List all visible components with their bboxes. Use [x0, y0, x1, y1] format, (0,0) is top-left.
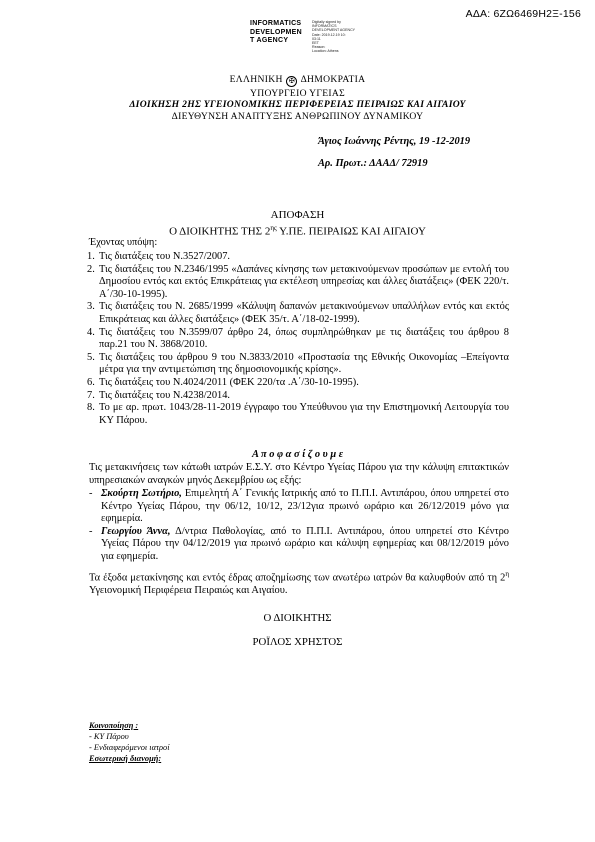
closing-paragraph — [89, 568, 509, 598]
signature-detail-line: 03:11 — [312, 36, 321, 41]
list-item — [89, 327, 509, 352]
list-item-number: 1. — [87, 251, 95, 262]
signature-detail-line: DEVELOPMENT AGENCY — [312, 28, 356, 33]
list-item — [89, 301, 509, 326]
logo-line-3: T AGENCY — [250, 37, 289, 44]
list-item-number: 5. — [87, 351, 95, 363]
list-item-text: Το με αρ. πρωτ. 1043/28-11-2019 έγγραφο του Υπεύθυνου για την Επιστημονική Λειτουργία του ΚΥ Πάρου. — [99, 402, 509, 426]
distribution-heading: Κοινοποίηση : — [89, 721, 139, 730]
considering-label: Έχοντας υπόψη: — [89, 237, 158, 248]
protocol-number: Αρ. Πρωτ.: ΔΑΑΔ/ 72919 — [318, 158, 428, 169]
legal-basis-list — [89, 251, 509, 427]
digital-signature-details — [312, 20, 382, 54]
distribution-item: - Ενδιαφερόμενοι ιατροί — [89, 743, 170, 752]
bullet-dash: - — [89, 488, 93, 499]
decision-subtitle-pre: Ο ΔΙΟΙΚΗΤΗΣ ΤΗΣ 2 — [169, 225, 271, 238]
doctor-name: Γεωργίου Άννα, — [101, 525, 171, 537]
list-item — [89, 390, 509, 403]
signatory-title: Ο ΔΙΟΙΚΗΤΗΣ — [263, 612, 332, 624]
republic-line — [0, 74, 595, 87]
list-item — [89, 251, 509, 264]
list-item-number: 3. — [87, 301, 95, 313]
list-item-text: Τις διατάξεις του Ν.2346/1995 «Δαπάνες κίνησης των μετακινούμενων προσώπων με εντολή του Δημοσίου εντός και εκτός Επικράτειας για εκτέλεση υπηρεσίας και άλλες διατάξεις» (ΦΕΚ 220/τ. Α΄/30-10-1995). — [99, 263, 509, 300]
list-item-text: Τις διατάξεις του Ν.4238/2014. — [99, 389, 231, 401]
decision-subtitle-sup: ης — [270, 224, 277, 232]
list-item-text: Τις διατάξεις του Ν.3527/2007. — [99, 251, 231, 262]
list-item-text: Τις διατάξεις του Ν.3599/07 άρθρο 24, όπως συμπληρώθηκαν με τις διατάξεις του άρθρου 8 παρ.21 του Ν. 3868/2010. — [99, 326, 509, 351]
closing-pre: Τα έξοδα μετακίνησης και εντός έδρας αποζημίωσης των ανωτέρω ιατρών θα καλυφθούν από τη 2 — [89, 572, 506, 584]
list-item-number: 2. — [87, 263, 95, 275]
doctor-list — [89, 488, 509, 564]
distribution-item: - ΚΥ Πάρου — [89, 732, 129, 741]
doctor-details: Δ/ντρια Παθολογίας, από το Π.Π.Ι. Αντιπάρου, όπου υπηρετεί στο Κέντρο Υγείας Πάρου την 04/12/2019 για πρωινό ωράριο και κάλυψη εφημερίας και 08/12/2019 μόνο για εφημερία. — [101, 525, 509, 562]
doctor-item — [89, 488, 509, 526]
decision-subtitle — [0, 222, 595, 238]
signature-detail-line: Digitally signed by — [312, 20, 341, 24]
logo-line-2: DEVELOPMEN — [250, 28, 303, 36]
list-item — [89, 352, 509, 377]
decide-heading: Α π ο φ α σ ί ζ ο υ μ ε — [251, 449, 344, 460]
list-item — [89, 264, 509, 302]
list-item-text: Τις διατάξεις του άρθρου 9 του Ν.3833/2010 «Προστασία της Εθνικής Οικονομίας –Επείγοντα μέτρα για την αντιμετώπιση της δημοσιονομικής κρίσης». — [99, 351, 509, 376]
list-item-text: Τις διατάξεις του Ν. 2685/1999 «Κάλυψη δαπανών μετακινούμενων υπαλλήλων εντός και εκτός Επικράτειας και άλλες διατάξεις» (ΦΕΚ 35/τ. Α΄/18-02-1999). — [99, 301, 509, 325]
signature-detail-line: Reason: — [312, 45, 326, 50]
list-item-number: 8. — [87, 402, 95, 414]
distribution-block — [89, 720, 170, 764]
list-item-number: 7. — [87, 389, 95, 401]
signature-detail-line: EET — [312, 41, 319, 46]
administration-line: ΔΙΟΙΚΗΣΗ 2ΗΣ ΥΓΕΙΟΝΟΜΙΚΗΣ ΠΕΡΙΦΕΡΕΙΑΣ ΠΕΙΡΑΙΩΣ ΚΑΙ ΑΙΓΑΙΟΥ — [129, 99, 466, 110]
emblem-icon: ✠ — [286, 76, 297, 87]
closing-sup: η — [505, 570, 509, 578]
list-item-number: 6. — [87, 376, 95, 388]
doctor-item — [89, 526, 509, 564]
closing-post: Υγειονομική Περιφέρεια Πειραιώς και Αιγαίου. — [89, 585, 288, 597]
list-item — [89, 402, 509, 427]
signature-detail-line: Location: Athens — [312, 49, 339, 54]
signatory-name: ΡΟΪΛΟΣ ΧΡΗΣΤΟΣ — [252, 636, 343, 648]
list-item — [89, 377, 509, 390]
doctor-details: Επιμελητή Α΄ Γενικής Ιατρικής από το Π.Π.Ι. Αντιπάρου, όπου υπηρετεί στο Κέντρο Υγείας Πάρου, την 06/12, 10/12, 23/12για πρωινό ωράριο και 26/12/2019 μόνο για εφημερία. — [101, 488, 510, 525]
intro-paragraph: Τις μετακινήσεις των κάτωθι ιατρών Ε.Σ.Υ. στο Κέντρο Υγείας Πάρου για την κάλυψη επιτακτικών υπηρεσιακών αναγκών μηνός Δεκεμβρίου ως εξής: — [89, 462, 509, 486]
decision-title: ΑΠΟΦΑΣΗ — [270, 209, 325, 221]
bullet-dash: - — [89, 525, 93, 537]
internal-distribution-heading: Εσωτερική διανομή: — [89, 754, 162, 763]
doctor-name: Σκούρτη Σωτήριο, — [101, 488, 182, 499]
directorate-line: ΔΙΕΥΘΥΝΣΗ ΑΝΑΠΤΥΞΗΣ ΑΝΘΡΩΠΙΝΟΥ ΔΥΝΑΜΙΚΟΥ — [171, 111, 424, 122]
decision-subtitle-post: Υ.ΠΕ. ΠΕΙΡΑΙΩΣ ΚΑΙ ΑΙΓΑΙΟΥ — [276, 225, 426, 238]
republic-right: ΔΗΜΟΚΡΑΤΙΑ — [300, 74, 366, 85]
list-item-text: Τις διατάξεις του Ν.4024/2011 (ΦΕΚ 220/τα .Α΄/30-10-1995). — [99, 376, 359, 388]
republic-left: ΕΛΛΗΝΙΚΗ — [229, 74, 283, 85]
ministry-line: ΥΠΟΥΡΓΕΙΟ ΥΓΕΙΑΣ — [250, 88, 345, 99]
place-date: Άγιος Ιωάννης Ρέντης, 19 -12-2019 — [318, 136, 471, 147]
logo-line-1: INFORMATICS — [250, 20, 302, 27]
list-item-number: 4. — [87, 326, 95, 338]
signature-detail-line: INFORMATICS — [312, 24, 337, 29]
digital-signature-logo — [250, 20, 302, 46]
signature-detail-line: Date: 2019.12.19 10: — [312, 32, 346, 37]
ada-number: ΑΔΑ: 6ΖΩ6469Η2Ξ-156 — [465, 8, 581, 20]
